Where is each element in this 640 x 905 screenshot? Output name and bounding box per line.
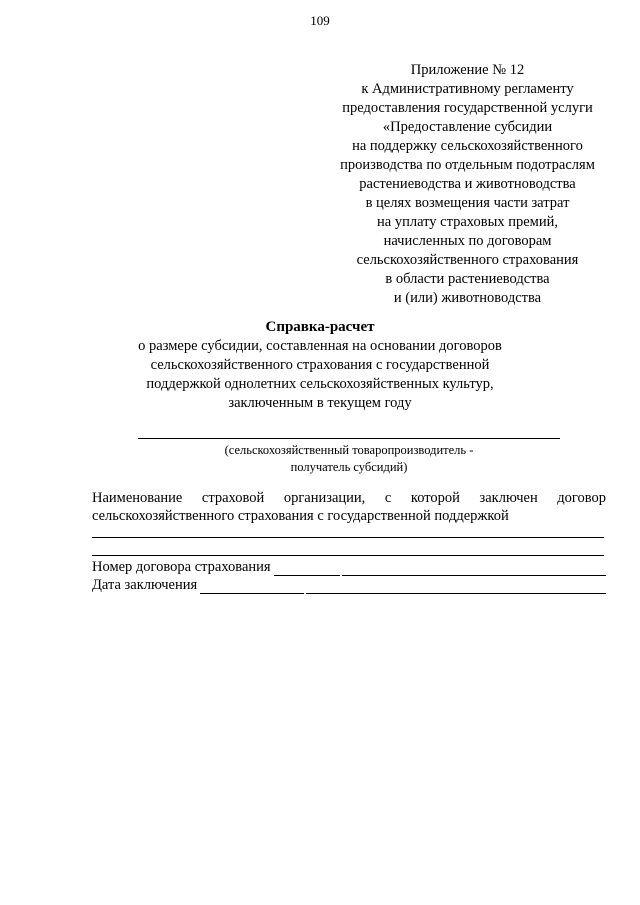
insurer-line-2: сельскохозяйственного страхования с государственной поддержкой <box>92 508 509 524</box>
contract-number-label: Номер договора страхования <box>92 559 271 575</box>
producer-caption <box>138 442 560 476</box>
appendix-header <box>330 61 605 308</box>
conclusion-date-label: Дата заключения <box>92 577 198 593</box>
insurer-line-1: Наименование страховой организации, с которой заключен договор <box>92 490 606 506</box>
producer-caption-line: (сельскохозяйственный товаропроизводитель - <box>224 443 474 457</box>
document-subtitle-line: заключенным в текущем году <box>228 395 412 411</box>
conclusion-date-blank-long <box>306 580 606 594</box>
appendix-line: на уплату страховых премий, <box>377 214 558 230</box>
insurer-blank-line-2 <box>92 555 604 556</box>
appendix-line: в целях возмещения части затрат <box>365 195 570 211</box>
conclusion-date-row <box>92 576 606 594</box>
page-number: 109 <box>310 13 330 28</box>
appendix-line: Приложение № 12 <box>410 62 525 78</box>
document-title: Справка-расчет <box>265 319 375 335</box>
document-subtitle-line: сельскохозяйственного страхования с государственной <box>150 357 490 373</box>
appendix-line: «Предоставление субсидии <box>382 119 553 135</box>
insurer-blank-line-1 <box>92 537 604 538</box>
contract-number-blank-long <box>342 562 606 576</box>
document-subtitle-line: поддержкой однолетних сельскохозяйственных культур, <box>146 376 494 392</box>
document-subtitle-line: о размере субсидии, составленная на основании договоров <box>138 338 502 354</box>
insurer-paragraph <box>92 489 606 525</box>
contract-number-blank-short <box>274 562 340 576</box>
appendix-line: производства по отдельным подотраслям <box>340 157 595 173</box>
appendix-line: сельскохозяйственного страхования <box>356 252 579 268</box>
appendix-line: на поддержку сельскохозяйственного <box>352 138 583 154</box>
producer-caption-line: получатель субсидий) <box>290 460 408 474</box>
appendix-line: и (или) животноводства <box>393 290 542 306</box>
appendix-line: предоставления государственной услуги <box>342 100 593 116</box>
appendix-line: растениеводства и животноводства <box>359 176 576 192</box>
appendix-line: в области растениеводства <box>385 271 550 287</box>
appendix-line: к Административному регламенту <box>361 81 574 97</box>
contract-number-row <box>92 558 606 576</box>
document-title-block <box>110 318 530 413</box>
producer-blank-line <box>138 438 560 439</box>
conclusion-date-blank-short <box>200 580 304 594</box>
appendix-line: начисленных по договорам <box>383 233 552 249</box>
